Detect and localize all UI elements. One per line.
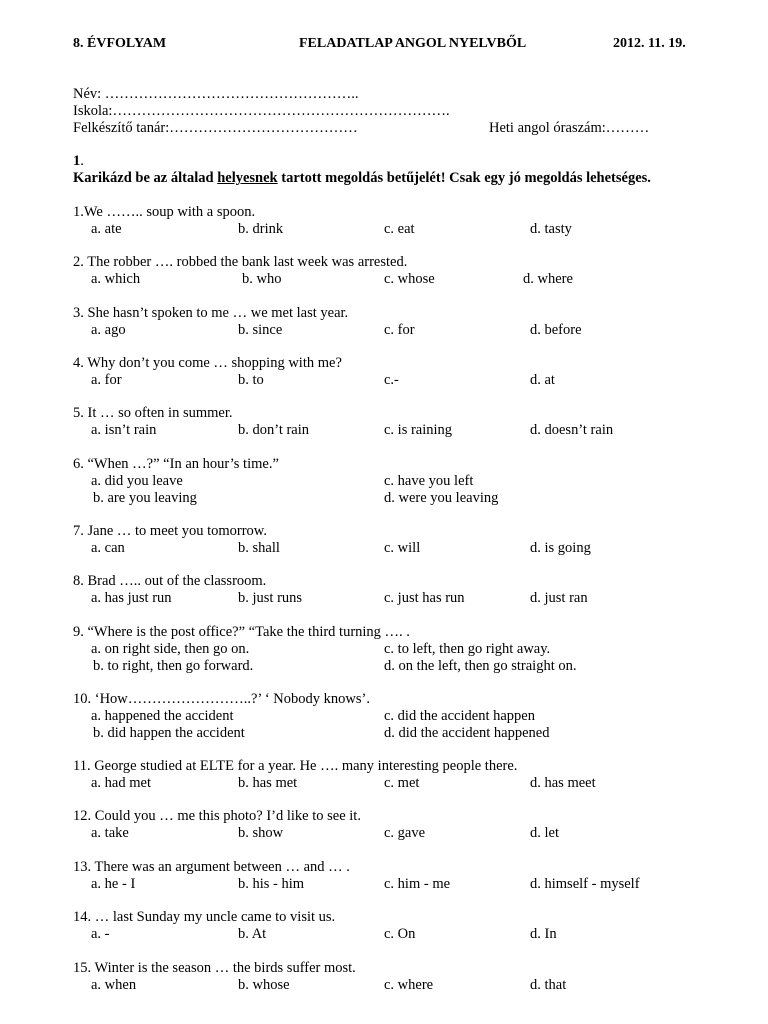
answer-option[interactable]: b. since (238, 322, 283, 338)
answer-option[interactable]: d. on the left, then go straight on. (384, 658, 577, 674)
question-text: 8. Brad ….. out of the classroom. (73, 573, 267, 589)
question-text: 10. ‘How……………………..?’ ‘ Nobody knows’. (73, 691, 370, 707)
question-text: 3. She hasn’t spoken to me … we met last year. (73, 305, 349, 321)
answer-option[interactable]: c. just has run (384, 590, 465, 606)
question-text: 1.We …….. soup with a spoon. (73, 204, 256, 220)
answer-option[interactable]: b. are you leaving (93, 490, 197, 506)
answer-option[interactable]: d. let (530, 825, 559, 841)
answer-option[interactable]: d. tasty (530, 221, 572, 237)
school-field: Iskola:……………………………………………………………. (73, 103, 450, 119)
worksheet-date: 2012. 11. 19. (613, 36, 686, 51)
weekly-hours-field: Heti angol óraszám:……… (489, 120, 650, 136)
answer-option[interactable]: c. for (384, 322, 415, 338)
answer-option[interactable]: d. at (530, 372, 555, 388)
worksheet-title: FELADATLAP ANGOL NYELVBŐL (299, 36, 527, 51)
question-text: 12. Could you … me this photo? I’d like to see it. (73, 808, 361, 824)
answer-option[interactable]: d. is going (530, 540, 591, 556)
answer-option[interactable]: d. before (530, 322, 582, 338)
answer-option[interactable]: c. will (384, 540, 421, 556)
answer-option[interactable]: a. for (91, 372, 122, 388)
answer-option[interactable]: c. gave (384, 825, 426, 841)
answer-option[interactable]: a. ate (91, 221, 122, 237)
answer-option[interactable]: b. has met (238, 775, 298, 791)
answer-option[interactable]: c. eat (384, 221, 415, 237)
answer-option[interactable]: c. met (384, 775, 420, 791)
answer-option[interactable]: c. to left, then go right away. (384, 641, 551, 657)
answer-option[interactable]: d. has meet (530, 775, 596, 791)
answer-option[interactable]: b. did happen the accident (93, 725, 245, 741)
answer-option[interactable]: a. take (91, 825, 129, 841)
answer-option[interactable]: a. - (91, 926, 110, 942)
question-text: 13. There was an argument between … and … . (73, 859, 350, 875)
answer-option[interactable]: c. is raining (384, 422, 453, 438)
teacher-field: Felkészítő tanár:………………………………… (73, 120, 358, 136)
question-text: 14. … last Sunday my uncle came to visit us. (73, 909, 336, 925)
answer-option[interactable]: a. happened the accident (91, 708, 234, 724)
answer-option[interactable]: c. him - me (384, 876, 451, 892)
answer-option[interactable]: d. doesn’t rain (530, 422, 614, 438)
answer-option[interactable]: b. show (238, 825, 284, 841)
answer-option[interactable]: b. drink (238, 221, 284, 237)
question-text: 2. The robber …. robbed the bank last week was arrested. (73, 254, 408, 270)
answer-option[interactable]: d. where (523, 271, 573, 287)
answer-option[interactable]: a. can (91, 540, 125, 556)
question-text: 4. Why don’t you come … shopping with me? (73, 355, 342, 371)
answer-option[interactable]: b. just runs (238, 590, 303, 606)
answer-option[interactable]: a. has just run (91, 590, 172, 606)
answer-option[interactable]: d. just ran (530, 590, 588, 606)
answer-option[interactable]: d. In (530, 926, 557, 942)
answer-option[interactable]: b. shall (238, 540, 280, 556)
question-text: 6. “When …?” “In an hour’s time.” (73, 456, 279, 472)
question-text: 7. Jane … to meet you tomorrow. (73, 523, 267, 539)
question-text: 9. “Where is the post office?” “Take the third turning …. . (73, 624, 410, 640)
task-number: 1. (73, 153, 84, 169)
answer-option[interactable]: a. he - I (91, 876, 136, 892)
answer-option[interactable]: b. At (238, 926, 267, 942)
answer-option[interactable]: c. where (384, 977, 434, 993)
question-text: 15. Winter is the season … the birds suffer most. (73, 960, 356, 976)
answer-option[interactable]: a. ago (91, 322, 126, 338)
answer-option[interactable]: c. did the accident happen (384, 708, 535, 724)
question-text: 11. George studied at ELTE for a year. He …. many interesting people there. (73, 758, 518, 774)
answer-option[interactable]: d. that (530, 977, 567, 993)
answer-option[interactable]: b. whose (238, 977, 290, 993)
answer-option[interactable]: a. isn’t rain (91, 422, 157, 438)
answer-option[interactable]: a. did you leave (91, 473, 183, 489)
answer-option[interactable]: c. have you left (384, 473, 474, 489)
answer-option[interactable]: b. who (242, 271, 282, 287)
answer-option[interactable]: a. which (91, 271, 141, 287)
answer-option[interactable]: b. don’t rain (238, 422, 310, 438)
answer-option[interactable]: c. whose (384, 271, 435, 287)
answer-option[interactable]: d. were you leaving (384, 490, 499, 506)
answer-option[interactable]: d. did the accident happened (384, 725, 550, 741)
question-text: 5. It … so often in summer. (73, 405, 233, 421)
grade-label: 8. ÉVFOLYAM (73, 36, 167, 51)
answer-option[interactable]: c.- (384, 372, 399, 388)
task-instruction: Karikázd be az általad helyesnek tartott megoldás betűjelét! Csak egy jó megoldás lehetséges. (73, 170, 651, 186)
answer-option[interactable]: c. On (384, 926, 416, 942)
answer-option[interactable]: a. had met (91, 775, 151, 791)
answer-option[interactable]: a. when (91, 977, 137, 993)
answer-option[interactable]: b. his - him (238, 876, 305, 892)
answer-option[interactable]: d. himself - myself (530, 876, 640, 892)
answer-option[interactable]: b. to (238, 372, 264, 388)
name-field: Név: …………………………………………….. (73, 86, 359, 102)
answer-option[interactable]: b. to right, then go forward. (93, 658, 254, 674)
answer-option[interactable]: a. on right side, then go on. (91, 641, 250, 657)
